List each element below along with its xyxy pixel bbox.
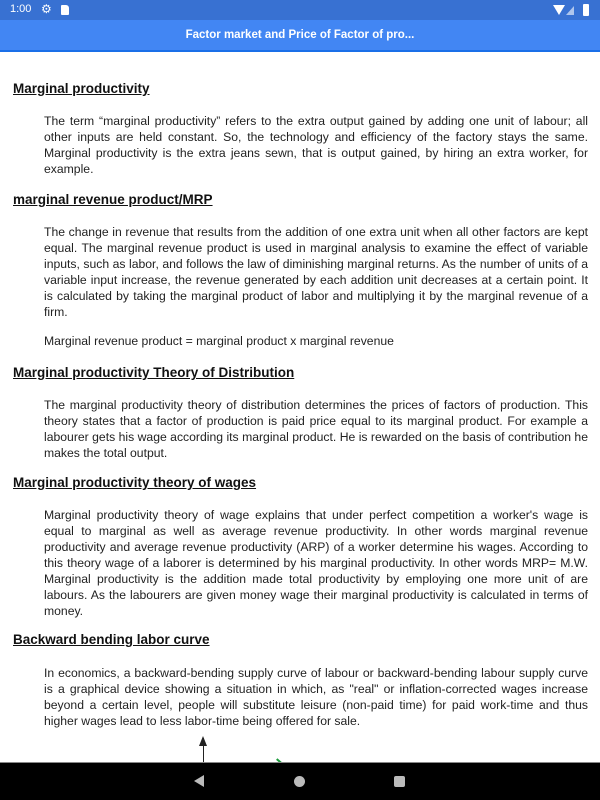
section-paragraph: In economics, a backward-bending supply curve of labour or backward-bending labour supply curve is a graphical device showing a situation in which, as "real" or inflation-corrected wages increase beyond a certain level, people will substitute leisure (non-paid time) for paid work-time and thus higher wages lead to less labor-time being offered for sale. [44, 666, 588, 728]
battery-icon [583, 4, 589, 16]
home-icon[interactable] [294, 776, 305, 787]
sd-card-icon [61, 5, 69, 15]
graph-y-axis [203, 738, 204, 762]
section-paragraph: The term “marginal productivity” refers to the extra output gained by adding one unit of labour; all other inputs are held constant. So, the technology and efficiency of the factory stays the same. Marginal productivity is the extra jeans sewn, that is output gained, by hiring an extra worker, for example. [44, 114, 588, 176]
navigation-bar [0, 762, 600, 800]
status-bar [0, 0, 600, 20]
recent-apps-icon[interactable] [394, 776, 405, 787]
settings-gear-icon: ⚙ [41, 2, 52, 16]
page-title: Factor market and Price of Factor of pro... [185, 29, 415, 41]
section-heading: Marginal productivity Theory of Distribution [13, 365, 295, 380]
section-heading: Backward bending labor curve [13, 632, 210, 647]
signal-icon [566, 6, 574, 15]
wifi-icon [553, 5, 565, 15]
app-bar [0, 20, 600, 52]
section-paragraph: The change in revenue that results from the addition of one extra unit when all other factors are kept equal. The marginal revenue product is used in marginal analysis to examine the effect of variable inputs, such as labor, and follows the law of diminishing marginal returns. As the number of units of a variable input increase, the revenue generated by each addition unit decreases at a certain point. It is calculated by taking the marginal product of labor and multiplying it by the marginal revenue of a firm. [44, 225, 588, 319]
section-heading: marginal revenue product/MRP [13, 192, 213, 207]
section-paragraph: Marginal productivity theory of wage explains that under perfect competition a worker's wage is equal to marginal as well as average revenue productivity. In other words marginal revenue productivity and average revenue productivity (ARP) of a worker determine his wages. According to this theory wage of a laborer is determined by his marginal productivity. In other words MRP= M.W. Marginal productivity is the addition made total productivity by employing one more unit of are labours. As the labourers are given money wage their marginal productivity is calculated in terms of money. [44, 508, 588, 618]
back-icon[interactable] [194, 775, 204, 787]
section-paragraph: The marginal productivity theory of distribution determines the prices of factors of production. This theory states that a factor of production is paid price equal to its marginal product. For example a labourer gets his wage according its marginal product. He is rewarded on the basis of contribution he makes the total output. [44, 398, 588, 460]
status-time: 1:00 [10, 3, 32, 15]
formula-paragraph: Marginal revenue product = marginal product x marginal revenue [44, 334, 394, 348]
section-heading: Marginal productivity theory of wages [13, 475, 257, 490]
article-content[interactable] [0, 52, 600, 762]
section-heading: Marginal productivity [13, 81, 150, 96]
